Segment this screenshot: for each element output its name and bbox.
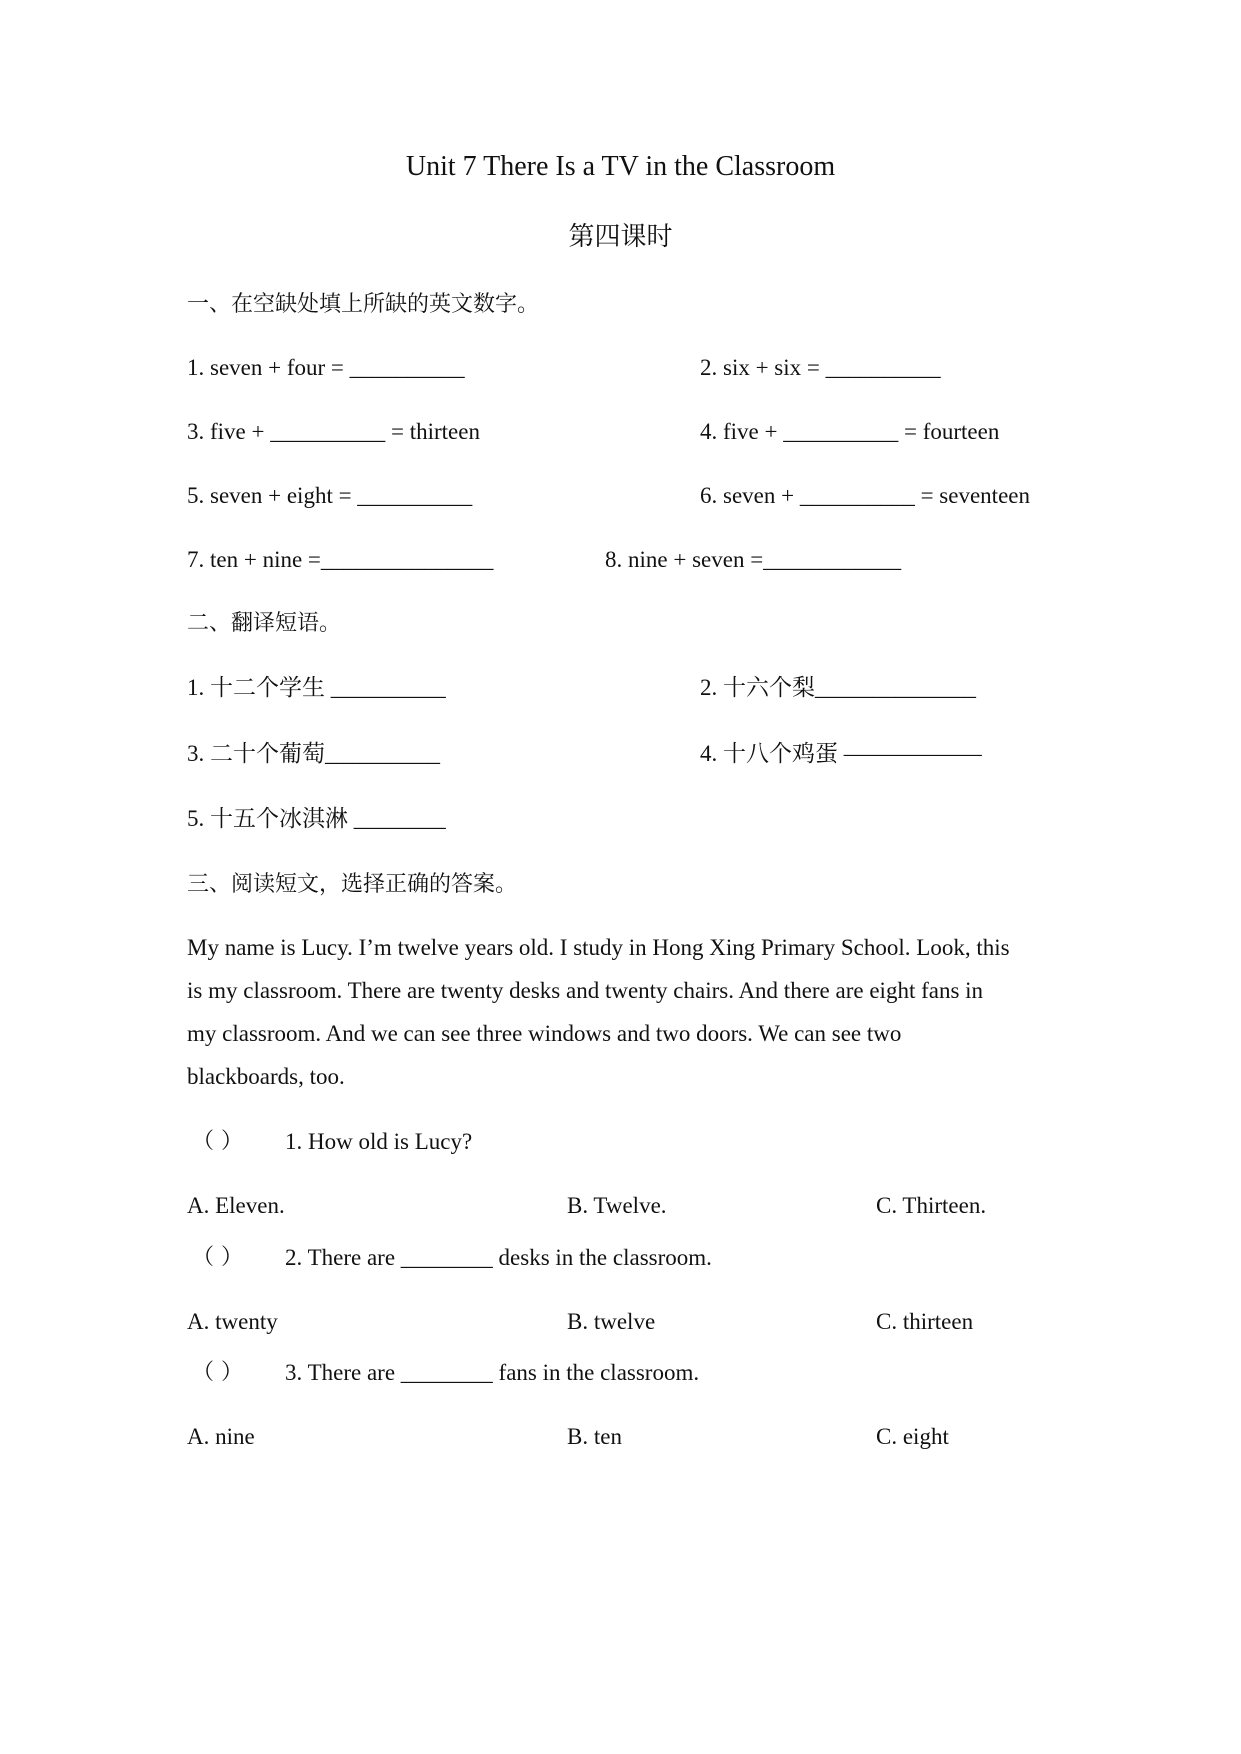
fill-item-6: 6. seven + __________ = seventeen: [700, 483, 1030, 508]
q2-option-b: B. twelve: [567, 1309, 656, 1334]
question-3: 3. There are ________ fans in the classroom.: [285, 1360, 700, 1385]
fill-item-1: 1. seven + four = __________: [187, 355, 465, 380]
q2-option-a: A. twenty: [187, 1309, 278, 1334]
question-1: 1. How old is Lucy?: [285, 1129, 473, 1154]
section2-heading: 二、翻译短语。: [187, 611, 342, 636]
q1-option-a: A. Eleven.: [187, 1193, 285, 1218]
question-2: 2. There are ________ desks in the classroom.: [285, 1245, 712, 1270]
answer-bracket-2[interactable]: （ ）: [192, 1245, 243, 1270]
translate-item-2: 2. 十六个梨______________: [700, 675, 976, 700]
fill-item-7: 7. ten + nine =_______________: [187, 547, 494, 572]
fill-item-3: 3. five + __________ = thirteen: [187, 419, 480, 444]
fill-item-5: 5. seven + eight = __________: [187, 483, 473, 508]
fill-item-4: 4. five + __________ = fourteen: [700, 419, 1000, 444]
reading-passage: [187, 926, 1087, 1098]
q3-option-b: B. ten: [567, 1424, 622, 1449]
fill-item-2: 2. six + six = __________: [700, 355, 941, 380]
q1-option-c: C. Thirteen.: [876, 1193, 987, 1218]
q3-option-c: C. eight: [876, 1424, 949, 1449]
q2-option-c: C. thirteen: [876, 1309, 974, 1334]
translate-item-4: 4. 十八个鸡蛋 ——————: [700, 741, 982, 766]
q1-option-b: B. Twelve.: [567, 1193, 667, 1218]
translate-item-3: 3. 二十个葡萄__________: [187, 741, 440, 766]
passage-line-3: my classroom. And we can see three windows and two doors. We can see two: [187, 1021, 902, 1046]
translate-item-1: 1. 十二个学生 __________: [187, 675, 446, 700]
q3-option-a: A. nine: [187, 1424, 255, 1449]
passage-line-1: My name is Lucy. I’m twelve years old. I study in Hong Xing Primary School. Look, this: [187, 935, 1010, 960]
fill-item-8: 8. nine + seven =____________: [605, 547, 902, 572]
answer-bracket-3[interactable]: （ ）: [192, 1360, 243, 1385]
lesson-subtitle: 第四课时: [568, 222, 673, 252]
section1-heading: 一、在空缺处填上所缺的英文数字。: [187, 292, 540, 317]
answer-bracket-1[interactable]: （ ）: [192, 1129, 243, 1154]
passage-line-4: blackboards, too.: [187, 1064, 345, 1089]
section3-heading: 三、阅读短文，选择正确的答案。: [187, 872, 518, 897]
translate-item-5: 5. 十五个冰淇淋 ________: [187, 806, 446, 831]
passage-line-2: is my classroom. There are twenty desks and twenty chairs. And there are eight fans in: [187, 978, 984, 1003]
page-title: Unit 7 There Is a TV in the Classroom: [405, 151, 836, 182]
